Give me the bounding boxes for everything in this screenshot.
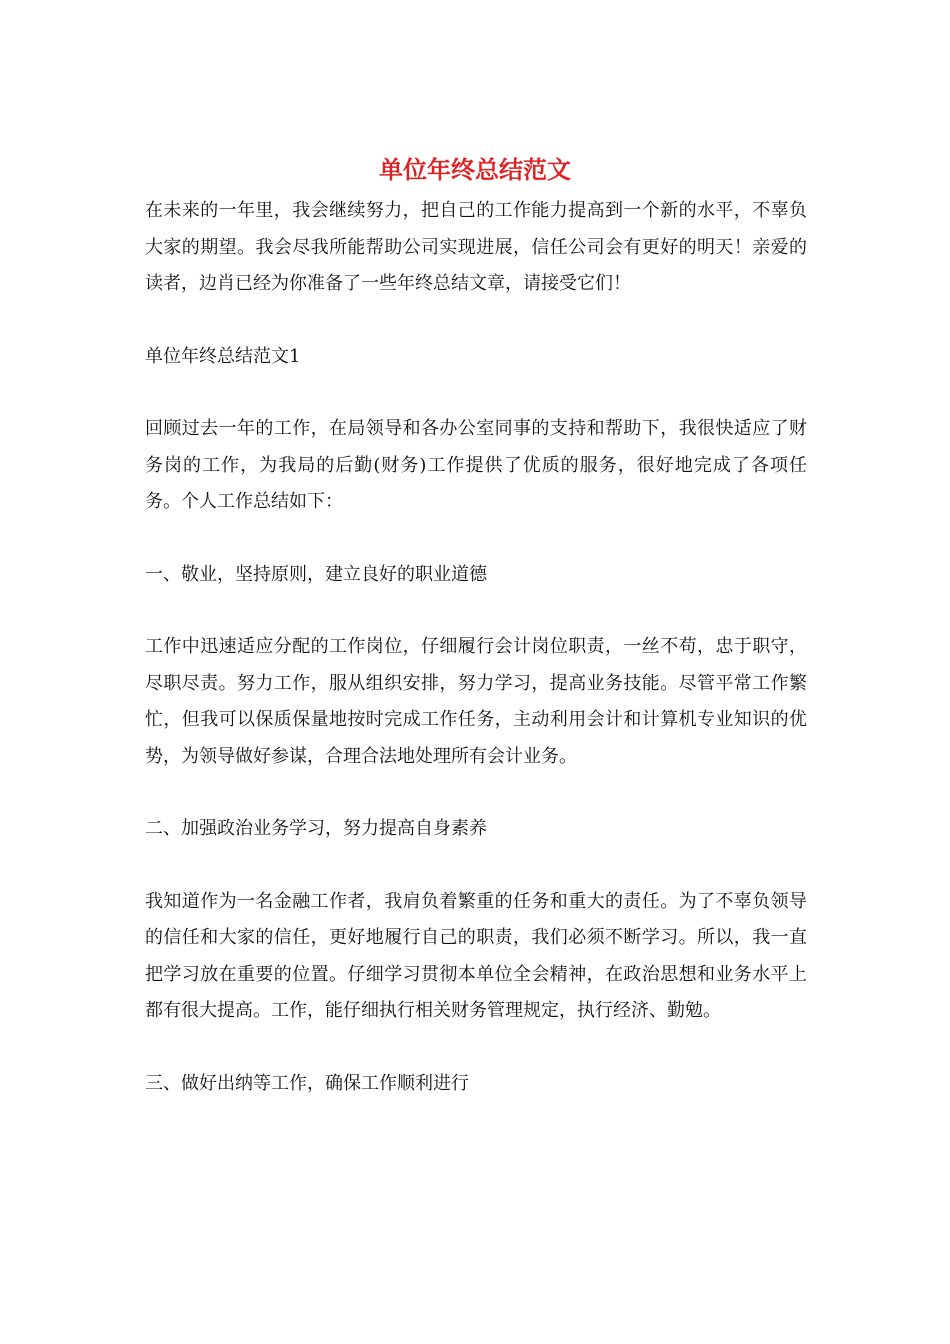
document-body	[145, 193, 807, 1102]
section-heading-2: 二、加强政治业务学习，努力提高自身素养	[145, 818, 487, 839]
section-heading-3: 三、做好出纳等工作，确保工作顺利进行	[145, 1072, 469, 1094]
section-heading-example-1: 单位年终总结范文1	[145, 345, 301, 367]
document-title: 单位年终总结范文	[379, 155, 571, 184]
section-2-paragraph: 我知道作为一名金融工作者，我肩负着繁重的任务和重大的责任。为了不辜负领导的信任和大家的信任，更好地履行自己的职责，我们必须不断学习。所以，我一直把学习放在重要的位置。仔细学习贯彻本单位全会精神，在政治思想和业务水平上都有很大提高。工作，能仔细执行相关财务管理规定，执行经济、勤勉。	[145, 890, 807, 1021]
section-1-paragraph: 工作中迅速适应分配的工作岗位，仔细履行会计岗位职责，一丝不苟，忠于职守，尽职尽责。努力工作，服从组织安排，努力学习，提高业务技能。尽管平常工作繁忙，但我可以保质保量地按时完成工作任务，主动利用会计和计算机专业知识的优势，为领导做好参谋，合理合法地处理所有会计业务。	[145, 636, 807, 767]
intro-paragraph: 在未来的一年里，我会继续努力，把自己的工作能力提高到一个新的水平，不辜负大家的期望。我会尽我所能帮助公司实现进展，信任公司会有更好的明天！亲爱的读者，边肖已经为你准备了一些年终总结文章，请接受它们！	[145, 200, 807, 294]
review-paragraph: 回顾过去一年的工作，在局领导和各办公室同事的支持和帮助下，我很快适应了财务岗的工作，为我局的后勤(财务)工作提供了优质的服务，很好地完成了各项任务。个人工作总结如下：	[145, 418, 807, 512]
section-heading-1: 一、敬业，坚持原则，建立良好的职业道德	[145, 563, 487, 585]
